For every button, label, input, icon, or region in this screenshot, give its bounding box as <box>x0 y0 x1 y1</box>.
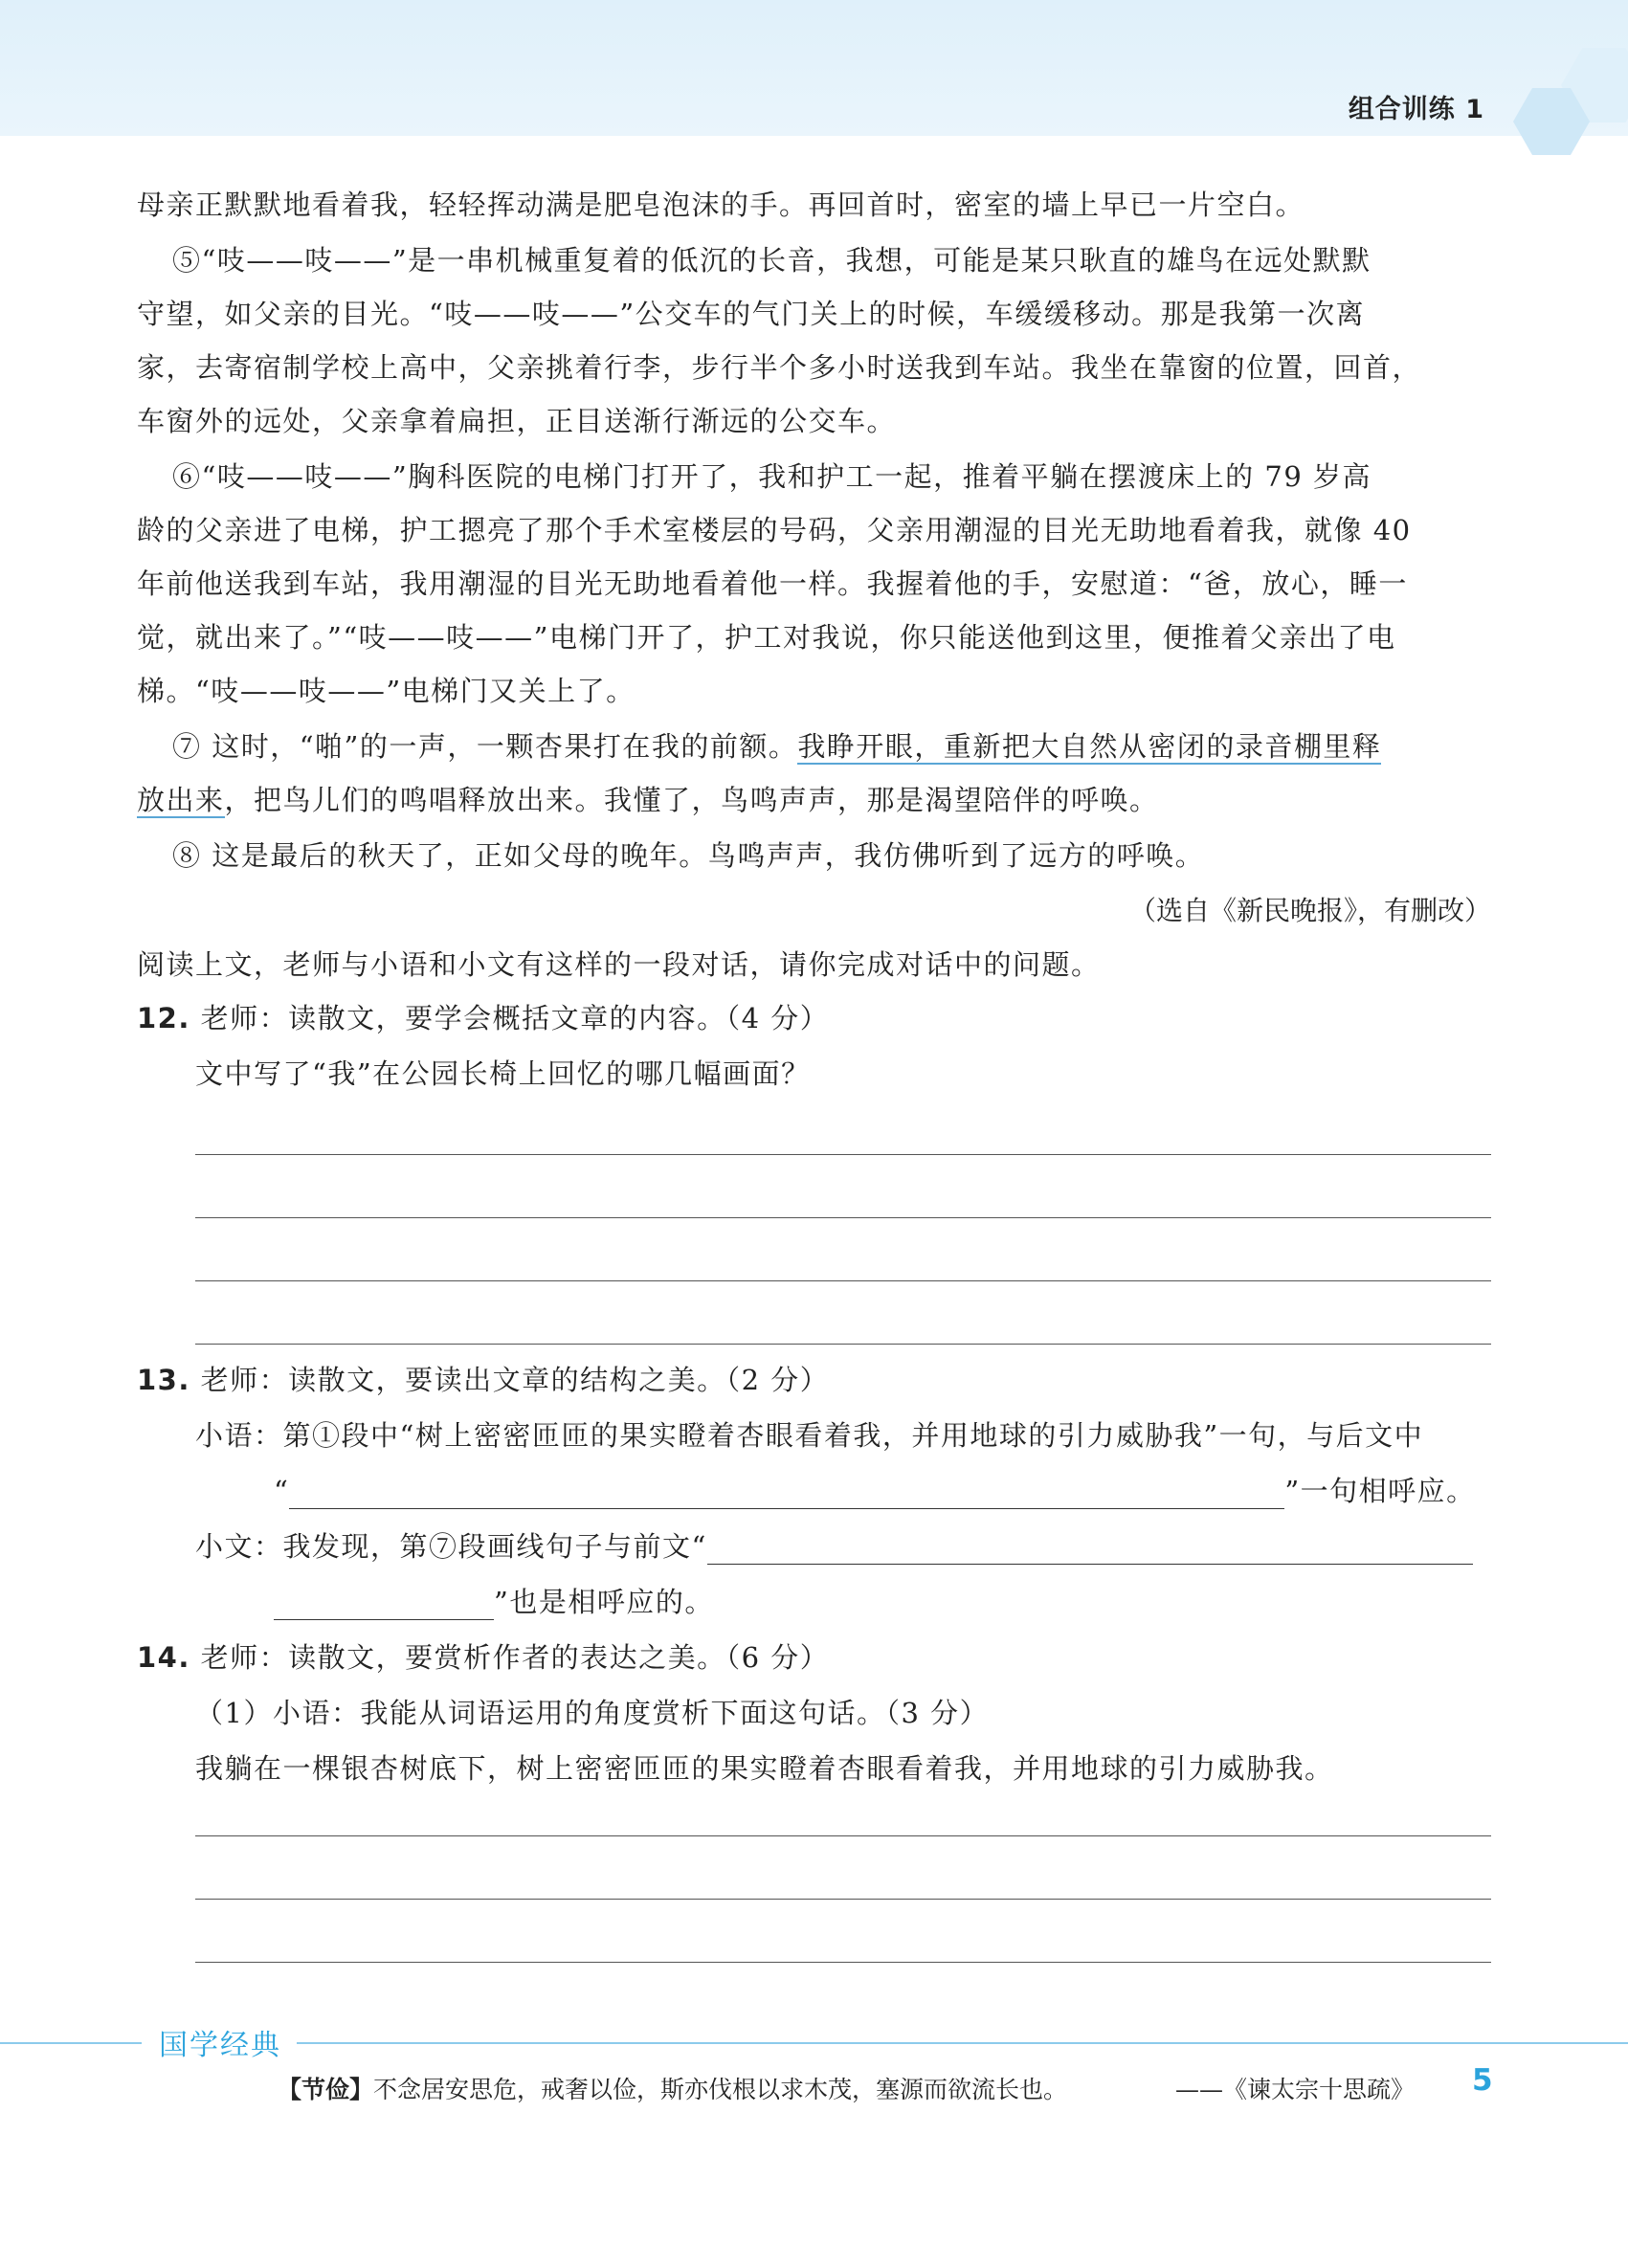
quote-tag: 【节俭】 <box>278 2076 374 2103</box>
passage-line: 守望，如父亲的目光。“吱——吱——”公交车的气门关上的时候，车缓缓移动。那是我第一次离 <box>137 298 1366 330</box>
question-prompt: 老师：读散文，要赏析作者的表达之美。（6 分） <box>200 1641 830 1674</box>
passage-source: （选自《新民晚报》，有删改） <box>1128 895 1491 926</box>
question-12 <box>137 997 829 1036</box>
answer-line[interactable] <box>195 1280 1491 1281</box>
xiaoyu-blank-line <box>274 1470 1476 1509</box>
section-title: 组合训练 1 <box>1348 95 1484 124</box>
xiaoyu-text: 小语：第①段中“树上密密匝匝的果实瞪着杏眼看着我，并用地球的引力威胁我”一句，与后文中 <box>195 1419 1424 1452</box>
passage-text: ⑦ 这时，“啪”的一声，一颗杏果打在我的前额。 <box>172 730 798 763</box>
question-number: 12. <box>137 1002 190 1034</box>
question-text: 文中写了“我”在公园长椅上回忆的哪几幅画面？ <box>195 1057 811 1090</box>
footer-label: 国学经典 <box>159 2029 281 2062</box>
answer-line[interactable] <box>195 1344 1491 1345</box>
question-number: 13. <box>137 1364 190 1396</box>
answer-line[interactable] <box>195 1835 1491 1836</box>
passage-line: 觉，就出来了。”“吱——吱——”电梯门开了，护工对我说，你只能送他到这里，便推着父亲出了电 <box>137 621 1396 654</box>
analysis-sentence: 我躺在一棵银杏树底下，树上密密匝匝的果实瞪着杏眼看着我，并用地球的引力威胁我。 <box>195 1752 1334 1785</box>
passage-line: ⑥“吱——吱——”胸科医院的电梯门打开了，我和护工一起，推着平躺在摆渡床上的 79 岁高 <box>172 460 1372 493</box>
question-prompt: 老师：读散文，要学会概括文章的内容。（4 分） <box>200 1002 830 1034</box>
passage-line: 龄的父亲进了电梯，护工摁亮了那个手术室楼层的号码，父亲用潮湿的目光无助地看着我，就像 40 <box>137 514 1412 546</box>
answer-blank[interactable] <box>274 1590 494 1620</box>
passage-line: ⑤“吱——吱——”是一串机械重复着的低沉的长音，我想，可能是某只耿直的雄鸟在远处默默 <box>172 244 1372 277</box>
xiaowen-line <box>195 1525 1473 1565</box>
passage-text: ，把鸟儿们的鸣唱释放出来。我懂了，鸟鸣声声，那是渴望陪伴的呼唤。 <box>224 784 1159 816</box>
open-quote: “ <box>274 1475 290 1507</box>
footer-rule <box>297 2042 1628 2044</box>
answer-line[interactable] <box>195 1217 1491 1218</box>
question-prompt: 老师：读散文，要读出文章的结构之美。（2 分） <box>200 1364 830 1396</box>
intro-text: 阅读上文，老师与小语和小文有这样的一段对话，请你完成对话中的问题。 <box>137 948 1101 981</box>
passage-line: 车窗外的远处，父亲拿着扁担，正目送渐行渐远的公交车。 <box>137 405 897 437</box>
passage-line <box>172 725 1381 765</box>
page-number: 5 <box>1472 2063 1493 2098</box>
answer-blank[interactable] <box>707 1535 1473 1565</box>
xiaowen-text: 小文：我发现，第⑦段画线句子与前文“ <box>195 1530 707 1563</box>
close-text: ”也是相呼应的。 <box>494 1586 714 1618</box>
passage-line: 梯。“吱——吱——”电梯门又关上了。 <box>137 675 636 707</box>
quote-text: 不念居安思危，戒奢以俭，斯亦伐根以求木茂，塞源而欲流长也。 <box>373 2076 1068 2103</box>
close-text: ”一句相呼应。 <box>1284 1475 1476 1507</box>
answer-blank[interactable] <box>289 1479 1284 1509</box>
footer-quote <box>278 2071 1067 2105</box>
quote-source: ——《谏太宗十思疏》 <box>1175 2076 1416 2103</box>
sub-question: （1）小语：我能从词语运用的角度赏析下面这句话。（3 分） <box>195 1697 990 1729</box>
passage-line: 年前他送我到车站，我用潮湿的目光无助地看着他一样。我握着他的手，安慰道：“爸，放心，睡一 <box>137 567 1408 600</box>
question-13 <box>137 1359 829 1398</box>
passage-line: 家，去寄宿制学校上高中，父亲挑着行李，步行半个多小时送我到车站。我坐在靠窗的位置，回首， <box>137 351 1422 384</box>
passage-line: ⑧ 这是最后的秋天了，正如父母的晚年。鸟鸣声声，我仿佛听到了远方的呼唤。 <box>172 839 1205 872</box>
underlined-sentence: 放出来 <box>137 784 225 816</box>
underlined-sentence: 我睁开眼，重新把大自然从密闭的录音棚里释 <box>797 730 1382 763</box>
question-14 <box>137 1636 829 1676</box>
passage-line <box>137 779 1159 818</box>
question-number: 14. <box>137 1641 190 1674</box>
footer-rule <box>0 2042 142 2044</box>
passage-line: 母亲正默默地看着我，轻轻挥动满是肥皂泡沫的手。再回首时，密室的墙上早已一片空白。 <box>137 189 1305 221</box>
answer-line[interactable] <box>195 1899 1491 1900</box>
xiaowen-line-2 <box>274 1581 714 1620</box>
answer-line[interactable] <box>195 1154 1491 1155</box>
answer-line[interactable] <box>195 1962 1491 1963</box>
